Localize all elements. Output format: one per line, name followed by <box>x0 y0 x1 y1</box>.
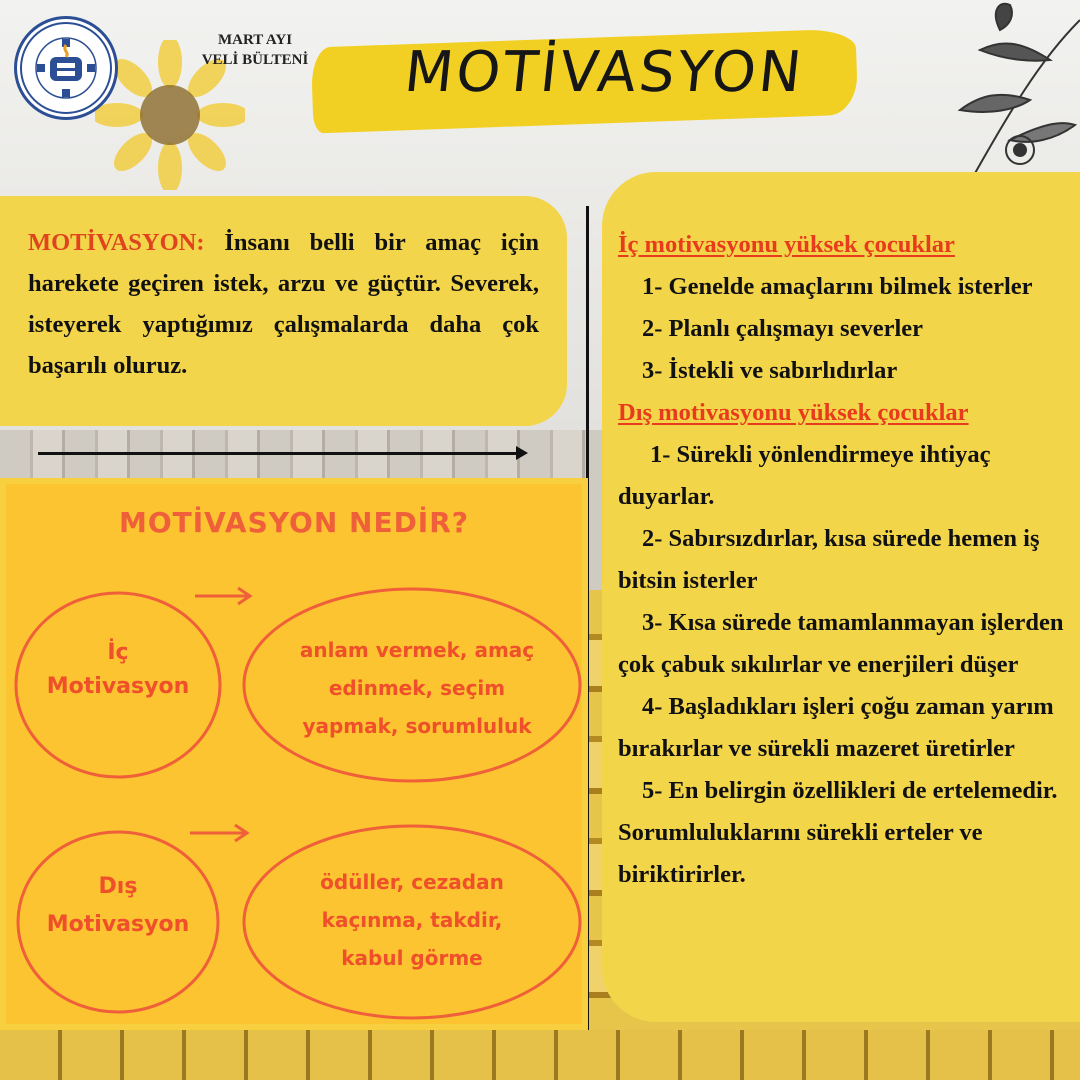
inner-desc-line3: yapmak, sorumluluk <box>302 714 532 738</box>
bulletin-month: MART AYI <box>217 32 293 48</box>
definition-text: İnsanı belli bir amaç için harekete geçiren istek, arzu ve güçtür. Severek, isteyerek yaptığımız çalışmalarda daha çok başarılı oluruz. <box>28 229 539 379</box>
arrow-right-icon <box>516 446 528 460</box>
inner-item-2: 2- Planlı çalışmayı severler <box>642 315 923 342</box>
diagram-title: MOTİVASYON NEDİR? <box>118 506 470 539</box>
school-logo <box>14 16 118 120</box>
inner-label-line2: Motivasyon <box>46 674 190 699</box>
characteristics-box <box>602 172 1080 1022</box>
school-logo-emblem <box>17 19 115 117</box>
outer-item-4: 4- Başladıkları işleri çoğu zaman yarım bırakırlar ve sürekli mazeret üretirler <box>618 693 1054 762</box>
background-bench-front <box>0 1030 1080 1080</box>
outer-motivation-desc <box>262 863 562 977</box>
outer-item-1: 1- Sürekli yönlendirmeye ihtiyaç duyarlar. <box>618 441 991 510</box>
outer-desc-line1: ödüller, cezadan <box>320 870 504 894</box>
definition-keyword: MOTİVASYON: <box>28 229 205 256</box>
outer-desc-line3: kabul görme <box>341 946 483 970</box>
inner-item-1: 1- Genelde amaçlarını bilmek isterler <box>642 273 1033 300</box>
outer-desc-line2: kaçınma, takdir, <box>321 908 503 932</box>
page-title: MOTİVASYON <box>401 40 808 105</box>
outer-label-line1: Dış <box>98 874 138 899</box>
inner-heading: İç motivasyonu yüksek çocuklar <box>618 231 955 258</box>
outer-label-line2: Motivasyon <box>46 912 190 937</box>
definition-box <box>0 196 567 426</box>
inner-motivation-desc <box>262 631 572 745</box>
outer-item-2: 2- Sabırsızdırlar, kısa sürede hemen iş bitsin isterler <box>618 525 1040 594</box>
inner-desc-line2: edinmek, seçim <box>328 676 506 700</box>
inner-item-3: 3- İstekli ve sabırlıdırlar <box>642 357 898 384</box>
inner-motivation-label <box>18 636 218 704</box>
arrow-line <box>38 452 520 455</box>
motivation-diagram <box>0 478 588 1030</box>
outer-item-3: 3- Kısa sürede tamamlanmayan işlerden çok çabuk sıkılırlar ve enerjileri düşer <box>618 609 1064 678</box>
bulletin-name: VELİ BÜLTENİ <box>201 52 309 68</box>
outer-motivation-label <box>18 868 218 944</box>
inner-desc-line1: anlam vermek, amaç <box>299 638 535 662</box>
outer-item-5: 5- En belirgin özellikleri de ertelemedir. Sorumluluklarını sürekli erteler ve biriktirirler. <box>618 777 1058 888</box>
outer-heading: Dış motivasyonu yüksek çocuklar <box>618 399 969 426</box>
inner-label-line1: İç <box>107 640 129 665</box>
